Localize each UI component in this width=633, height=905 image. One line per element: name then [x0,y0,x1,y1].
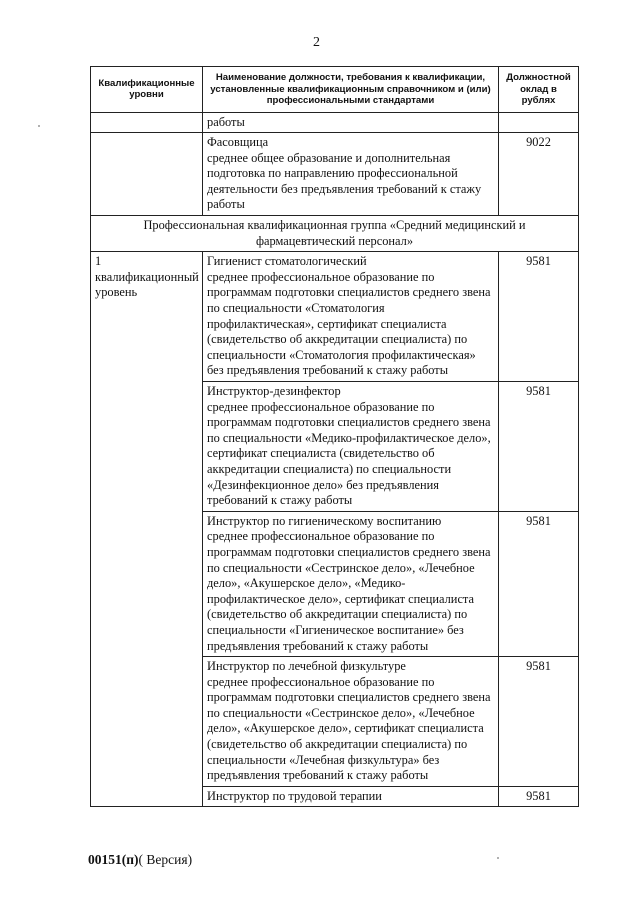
table-row [91,133,579,216]
position-cell [203,382,499,512]
table-row [91,112,579,133]
salary-cell: 9581 [499,511,579,656]
scan-speck [38,125,40,127]
group-title: Профессиональная квалификационная группа «Средний медицинский и фармацевтический персонал» [91,216,579,252]
salary-cell: 9581 [499,786,579,807]
position-title: Инструктор-дезинфектор [207,384,341,398]
position-requirements: среднее профессиональное образование по программам подготовки специалистов среднего звена по специальности «Сестринское дело», «Лечебное дело», «Акушерское дело», сертификат специалиста (свидетельство об аккредитации специалиста) по специальности «Лечебная физкультура» без предъявления требований к стажу работы [207,674,491,783]
position-title: Инструктор по лечебной физкультуре [207,659,406,674]
position-title: Инструктор по трудовой терапии [207,788,382,803]
qualification-table [90,66,579,807]
position-cell [203,657,499,787]
level-cell [91,112,203,133]
page-number: 2 [313,35,320,50]
position-cell [203,133,499,216]
document-code: 00151(п) [88,852,139,867]
table-row [91,252,579,382]
position-requirements: работы [207,114,245,129]
position-cell [203,511,499,656]
position-title: Гигиенист стоматологический [207,254,367,269]
salary-cell: 9581 [499,657,579,787]
level-label: 1 квалификационный уровень [91,252,203,807]
salary-cell: 9581 [499,252,579,382]
footer-document-code [88,852,192,868]
position-cell [203,252,499,382]
scan-speck [497,857,499,859]
position-title: Фасовщица [207,135,269,150]
level-cell [91,133,203,216]
position-requirements: среднее общее образование и дополнительная подготовка по направлению профессиональной деятельности без предъявления требований к стажу работы [207,150,482,212]
header-salary: Должностной оклад в рублях [499,67,579,113]
salary-cell [499,112,579,133]
position-requirements: среднее профессиональное образование по программам подготовки специалистов среднего звена по специальности «Стоматология профилактическая», сертификат специалиста (свидетельство об аккредитации специалиста) по специальности «Стоматология профилактическая» без предъявления требований к стажу работы [207,269,491,378]
position-requirements: среднее профессиональное образование по программам подготовки специалистов среднего звена по специальности «Медико-профилактическое дело», сертификат специалиста (свидетельство об аккредитации специалиста) по специальности «Дезинфекционное дело» без предъявления требований к стажу работы [207,399,491,508]
table-header-row [91,67,579,113]
salary-cell: 9581 [499,382,579,512]
position-requirements: среднее профессиональное образование по программам подготовки специалистов среднего звена по специальности «Сестринское дело», «Лечебное дело», «Акушерское дело», «Медико-профилактическое дело», сертификат специалиста (свидетельство об аккредитации специалиста) по специальности «Гигиеническое воспитание» без предъявления требований к стажу работы [207,529,491,653]
position-cell [203,112,499,133]
salary-cell: 9022 [499,133,579,216]
header-position-name: Наименование должности, требования к квалификации, установленные квалификационным справочником и (или) профессиональными стандартами [203,67,499,113]
position-cell [203,786,499,807]
document-version: ( Версия) [138,852,193,867]
header-qualification-levels: Квалификационные уровни [91,67,203,113]
position-title: Инструктор по гигиеническому воспитанию [207,513,442,528]
group-row [91,216,579,252]
